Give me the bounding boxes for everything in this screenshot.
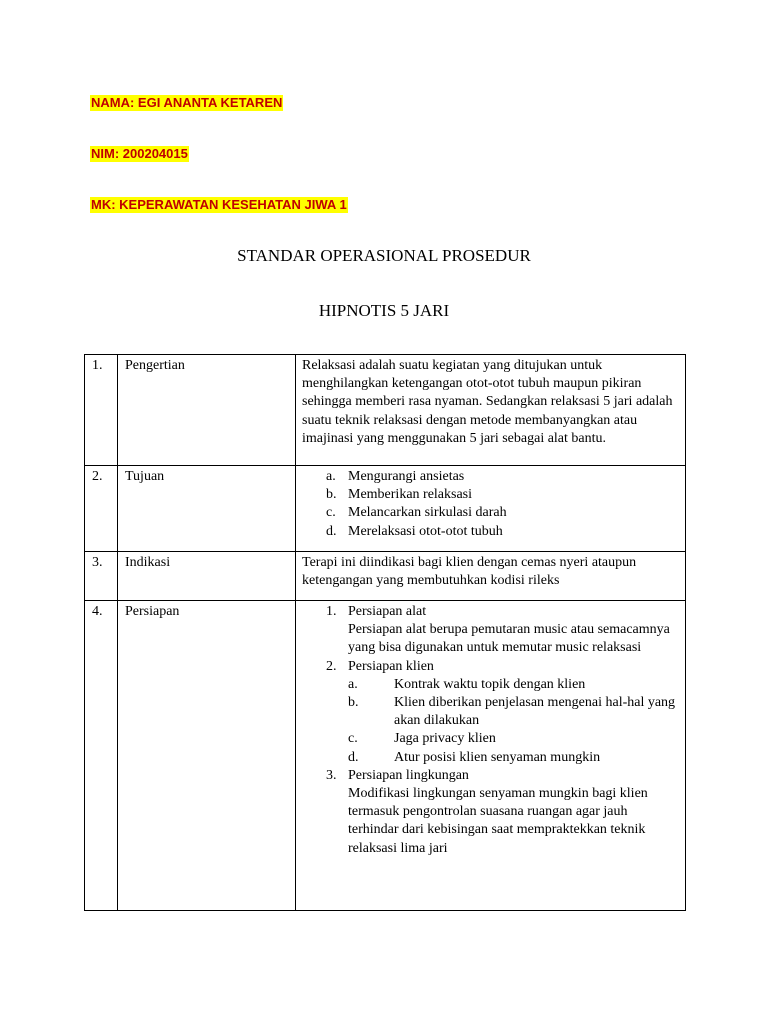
persiapan-list bbox=[302, 603, 679, 858]
list-item-text: Jaga privacy klien bbox=[394, 731, 496, 747]
list-marker: 1. bbox=[326, 604, 337, 619]
document-subtitle: HIPNOTIS 5 JARI bbox=[318, 301, 450, 320]
list-item-text: Kontrak waktu topik dengan klien bbox=[394, 676, 586, 692]
persiapan-klien-list bbox=[348, 676, 679, 767]
row-number: 4. bbox=[85, 601, 118, 911]
sub-list-item bbox=[348, 730, 679, 748]
list-marker: a. bbox=[348, 676, 358, 692]
list-item bbox=[302, 504, 679, 522]
list-item bbox=[302, 523, 679, 541]
list-marker: a. bbox=[326, 469, 336, 484]
list-item bbox=[302, 767, 679, 858]
list-item bbox=[302, 486, 679, 504]
sub-list-item bbox=[348, 694, 679, 730]
list-item bbox=[302, 658, 679, 767]
row-label-indikasi: Indikasi bbox=[118, 552, 296, 601]
sub-list-item bbox=[348, 676, 679, 694]
list-marker: c. bbox=[348, 731, 358, 747]
student-name: NAMA: EGI ANANTA KETAREN bbox=[91, 95, 283, 110]
tujuan-list bbox=[302, 468, 679, 541]
document-title: STANDAR OPERASIONAL PROSEDUR bbox=[237, 246, 531, 265]
row-label-tujuan: Tujuan bbox=[118, 466, 296, 552]
course-name: MK: KEPERAWATAN KESEHATAN JIWA 1 bbox=[91, 197, 347, 212]
list-item bbox=[302, 468, 679, 486]
list-marker: c. bbox=[326, 505, 336, 521]
row-number: 2. bbox=[85, 466, 118, 552]
row-label-pengertian: Pengertian bbox=[118, 355, 296, 466]
list-item-text: Persiapan alat berupa pemutaran music atau semacamnya yang bisa digunakan untuk memutar music relaksasi bbox=[348, 622, 670, 656]
list-item-text: Memberikan relaksasi bbox=[348, 487, 473, 503]
table-row bbox=[85, 601, 686, 911]
list-item-text: Mengurangi ansietas bbox=[348, 469, 465, 484]
list-marker: d. bbox=[348, 749, 359, 765]
row-content-tujuan bbox=[296, 466, 686, 552]
student-nim: NIM: 200204015 bbox=[91, 146, 188, 161]
list-item-title: Persiapan klien bbox=[348, 658, 434, 674]
sub-list-item bbox=[348, 749, 679, 767]
table-row bbox=[85, 355, 686, 466]
row-content-persiapan bbox=[296, 601, 686, 911]
row-number: 3. bbox=[85, 552, 118, 601]
list-marker: d. bbox=[326, 523, 337, 539]
list-item-title: Persiapan alat bbox=[348, 604, 427, 619]
row-content-pengertian: Relaksasi adalah suatu kegiatan yang ditujukan untuk menghilangkan ketengangan otot-otot tubuh maupun pikiran sehingga memberi rasa nyaman. Sedangkan relaksasi 5 jari adalah suatu teknik relaksasi dengan metode membanyangkan atau imajinasi yang menggunakan 5 jari sebagai alat bantu. bbox=[296, 355, 686, 466]
list-marker: 2. bbox=[326, 658, 337, 674]
list-marker: b. bbox=[348, 695, 359, 711]
list-item-text: Modifikasi lingkungan senyaman mungkin bagi klien termasuk pengontrolan suasana ruangan agar jauh terhindar dari kebisingan saat mempraktekkan teknik relaksasi lima jari bbox=[348, 786, 648, 856]
list-item-title: Persiapan lingkungan bbox=[348, 767, 469, 783]
row-label-persiapan: Persiapan bbox=[118, 601, 296, 911]
list-item-text: Merelaksasi otot-otot tubuh bbox=[348, 523, 503, 539]
table-row bbox=[85, 466, 686, 552]
list-item bbox=[302, 603, 679, 658]
list-marker: 3. bbox=[326, 767, 337, 783]
table-row bbox=[85, 552, 686, 601]
list-item-text: Atur posisi klien senyaman mungkin bbox=[394, 749, 601, 765]
row-number: 1. bbox=[85, 355, 118, 466]
list-marker: b. bbox=[326, 487, 337, 503]
row-content-indikasi: Terapi ini diindikasi bagi klien dengan cemas nyeri ataupun ketengangan yang membutuhkan kodisi rileks bbox=[296, 552, 686, 601]
sop-table bbox=[84, 354, 686, 911]
list-item-text: Klien diberikan penjelasan mengenai hal-hal yang akan dilakukan bbox=[394, 695, 676, 729]
list-item-text: Melancarkan sirkulasi darah bbox=[348, 505, 507, 521]
